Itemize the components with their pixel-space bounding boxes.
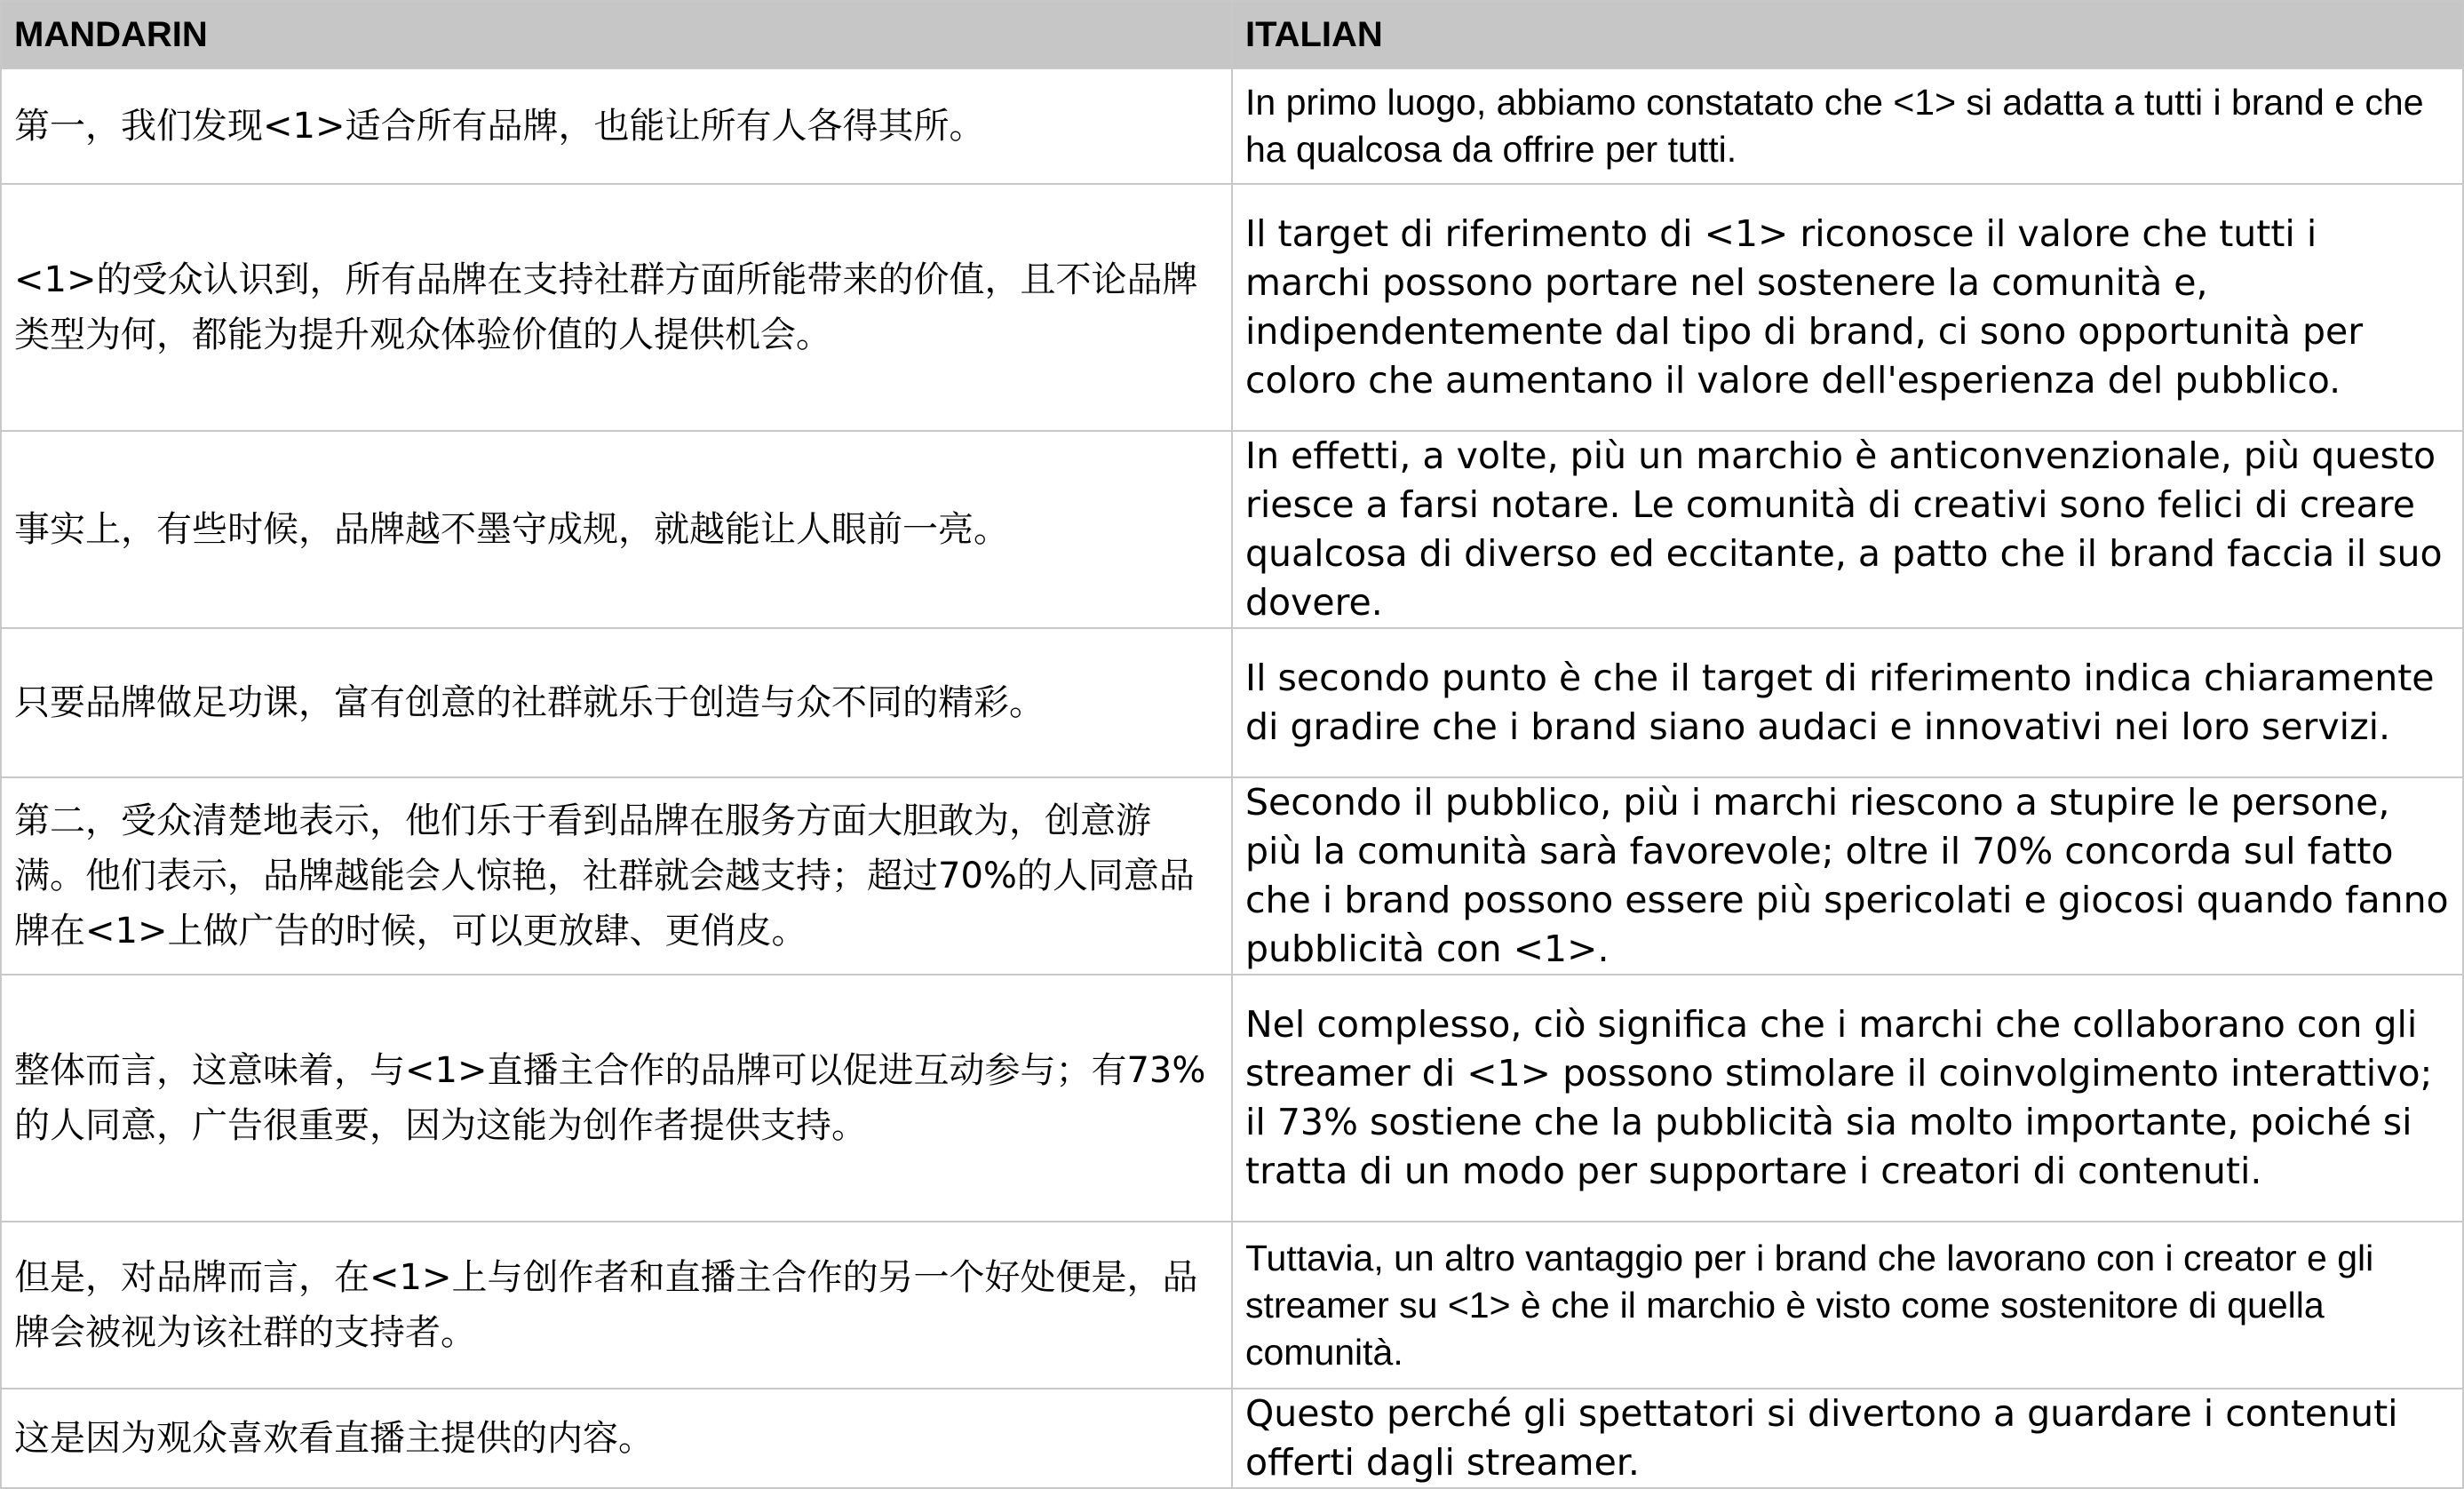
table-row <box>1 1222 2463 1389</box>
table-row <box>1 184 2463 431</box>
header-italian[interactable]: ITALIAN <box>1232 1 2463 68</box>
italian-cell[interactable]: Il secondo punto è che il target di riferimento indica chiaramente di gradire che i brand siano audaci e innovativi nei loro servizi. <box>1232 628 2463 777</box>
mandarin-cell[interactable]: 第二，受众清楚地表示，他们乐于看到品牌在服务方面大胆敢为，创意游满。他们表示，品牌越能会人惊艳，社群就会越支持；超过70%的人同意品牌在<1>上做广告的时候，可以更放肆、更俏皮。 <box>1 777 1232 975</box>
italian-cell[interactable]: Il target di riferimento di <1> riconosce il valore che tutti i marchi possono portare nel sostenere la comunità e, indipendentemente dal tipo di brand, ci sono opportunità per coloro che aumentano il valore dell'esperienza del pubblico. <box>1232 184 2463 431</box>
header-row <box>1 1 2463 68</box>
table-row <box>1 777 2463 975</box>
italian-cell[interactable]: Secondo il pubblico, più i marchi riescono a stupire le persone, più la comunità sarà favorevole; oltre il 70% concorda sul fatto che i brand possono essere più spericolati e giocosi quando fanno pubblicità con <1>. <box>1232 777 2463 975</box>
mandarin-cell[interactable]: 事实上，有些时候，品牌越不墨守成规，就越能让人眼前一亮。 <box>1 431 1232 628</box>
italian-cell[interactable]: Questo perché gli spettatori si divertono a guardare i contenuti offerti dagli streamer. <box>1232 1389 2463 1488</box>
mandarin-cell[interactable]: 但是，对品牌而言，在<1>上与创作者和直播主合作的另一个好处便是，品牌会被视为该社群的支持者。 <box>1 1222 1232 1389</box>
table-row <box>1 68 2463 184</box>
mandarin-cell[interactable]: 第一，我们发现<1>适合所有品牌，也能让所有人各得其所。 <box>1 68 1232 184</box>
table-row <box>1 975 2463 1222</box>
mandarin-cell[interactable]: 这是因为观众喜欢看直播主提供的内容。 <box>1 1389 1232 1488</box>
italian-cell[interactable]: Nel complesso, ciò significa che i marchi che collaborano con gli streamer di <1> possono stimolare il coinvolgimento interattivo; il 73% sostiene che la pubblicità sia molto importante, poiché si tratta di un modo per supportare i creatori di contenuti. <box>1232 975 2463 1222</box>
table-row <box>1 628 2463 777</box>
italian-cell[interactable]: In effetti, a volte, più un marchio è anticonvenzionale, più questo riesce a farsi notare. Le comunità di creativi sono felici di creare qualcosa di diverso ed eccitante, a patto che il brand faccia il suo dovere. <box>1232 431 2463 628</box>
table-row <box>1 1389 2463 1488</box>
mandarin-cell[interactable]: 整体而言，这意味着，与<1>直播主合作的品牌可以促进互动参与；有73% 的人同意，广告很重要，因为这能为创作者提供支持。 <box>1 975 1232 1222</box>
mandarin-cell[interactable]: 只要品牌做足功课，富有创意的社群就乐于创造与众不同的精彩。 <box>1 628 1232 777</box>
header-mandarin[interactable]: MANDARIN <box>1 1 1232 68</box>
italian-cell[interactable]: In primo luogo, abbiamo constatato che <1> si adatta a tutti i brand e che ha qualcosa da offrire per tutti. <box>1232 68 2463 184</box>
italian-cell[interactable]: Tuttavia, un altro vantaggio per i brand che lavorano con i creator e gli streamer su <1> è che il marchio è visto come sostenitore di quella comunità. <box>1232 1222 2463 1389</box>
table-row <box>1 431 2463 628</box>
mandarin-cell[interactable]: <1>的受众认识到，所有品牌在支持社群方面所能带来的价值，且不论品牌类型为何，都能为提升观众体验价值的人提供机会。 <box>1 184 1232 431</box>
